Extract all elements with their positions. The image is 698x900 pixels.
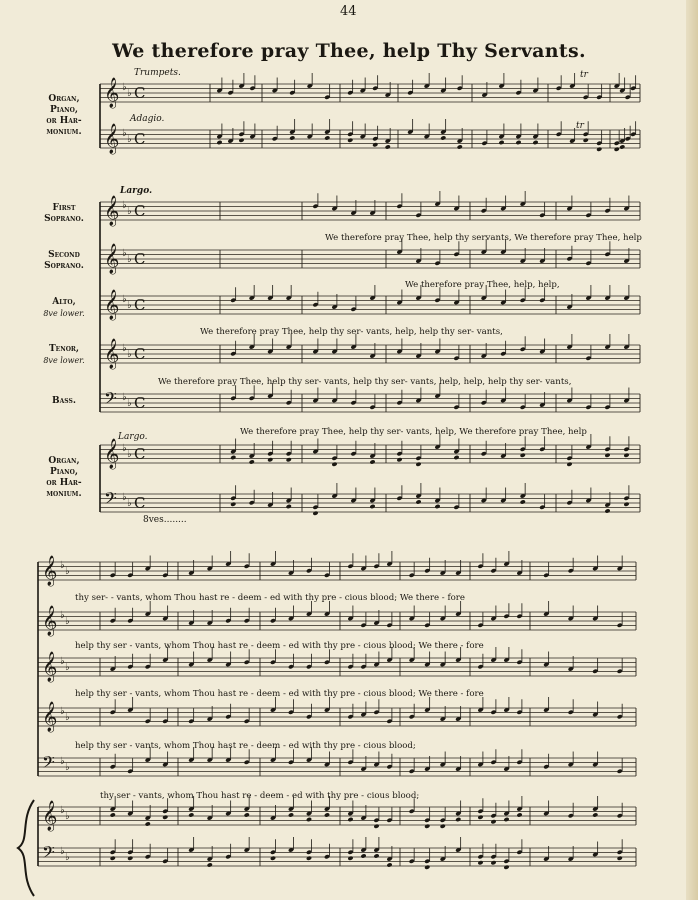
piece-title: We therefore pray Thee, help Thy Servants.: [112, 40, 586, 62]
note: [324, 812, 330, 817]
note: [503, 865, 509, 870]
note: [617, 856, 623, 861]
note: [515, 140, 521, 145]
common-time-icon: C: [134, 130, 146, 148]
note: [230, 455, 236, 460]
note: [386, 862, 392, 867]
note: [440, 135, 446, 140]
note: [520, 499, 526, 504]
note: [347, 817, 353, 822]
flat-icon: ♭: [122, 128, 127, 139]
common-time-icon: C: [134, 394, 146, 412]
flat-icon: ♭: [127, 254, 132, 265]
flat-icon: ♭: [65, 616, 70, 627]
flat-icon: ♭: [65, 811, 70, 822]
note: [145, 821, 151, 826]
note: [498, 140, 504, 145]
note: [503, 817, 509, 822]
note: [244, 812, 250, 817]
marking-adagio: Adagio.: [130, 114, 165, 124]
note: [286, 457, 292, 462]
note: [566, 462, 572, 467]
note: [188, 812, 194, 817]
note: [583, 138, 589, 143]
note: [306, 856, 312, 861]
note: [110, 812, 116, 817]
treble-clef-icon: 𝄞: [42, 556, 58, 586]
flat-icon: ♭: [60, 846, 65, 857]
flat-icon: ♭: [127, 498, 132, 509]
lyrics-bass-sys3: thy ser - vants, whom Thou hast re - deem - ed with thy pre - cious blood;: [100, 791, 420, 801]
note: [289, 135, 295, 140]
treble-clef-icon: 𝄞: [104, 339, 120, 369]
note: [424, 824, 430, 829]
common-time-icon: C: [134, 202, 146, 220]
note: [238, 138, 244, 143]
marking-largo: Largo.: [120, 186, 153, 196]
note: [623, 453, 629, 458]
note: [453, 455, 459, 460]
flat-icon: ♭: [60, 805, 65, 816]
treble-clef-icon: 𝄞: [104, 78, 120, 108]
note: [286, 504, 292, 509]
label-alto-sub: 8ve lower.: [43, 309, 85, 318]
flat-icon: ♭: [122, 82, 127, 93]
flat-icon: ♭: [122, 294, 127, 305]
marking-8ves: 8ves........: [143, 515, 187, 525]
flat-icon: ♭: [60, 656, 65, 667]
note: [162, 815, 168, 820]
note: [360, 853, 366, 858]
flat-icon: ♭: [65, 662, 70, 673]
treble-clef-icon: 𝄞: [104, 290, 120, 320]
treble-clef-icon: 𝄞: [104, 244, 120, 274]
flat-icon: ♭: [127, 349, 132, 360]
flat-icon: ♭: [122, 200, 127, 211]
lyrics-s1-sys3: thy ser- - vants, whom Thou hast re - deem - ed with thy pre - cious blood; We there - fore: [75, 593, 465, 603]
flat-icon: ♭: [127, 398, 132, 409]
note: [614, 147, 620, 152]
note: [516, 812, 522, 817]
common-time-icon: C: [134, 345, 146, 363]
flat-icon: ♭: [65, 852, 70, 863]
treble-clef-icon: 𝄞: [42, 702, 58, 732]
flat-icon: ♭: [127, 134, 132, 145]
treble-clef-icon: 𝄞: [104, 196, 120, 226]
marking-trill-1: tr: [580, 70, 588, 80]
note: [396, 457, 402, 462]
flat-icon: ♭: [65, 566, 70, 577]
lyrics-bass-sys2: We therefore pray Thee, help thy ser- vants, help, We therefore pray Thee, help: [240, 427, 587, 437]
note: [347, 138, 353, 143]
label-first-soprano: First Soprano.: [44, 203, 84, 224]
note: [372, 142, 378, 147]
common-time-icon: C: [134, 445, 146, 463]
note: [520, 453, 526, 458]
note: [110, 856, 116, 861]
common-time-icon: C: [134, 250, 146, 268]
note: [592, 812, 598, 817]
note: [623, 502, 629, 507]
flat-icon: ♭: [122, 492, 127, 503]
note: [249, 459, 255, 464]
note: [477, 860, 483, 865]
note: [424, 865, 430, 870]
label-tenor-text: Tenor,: [48, 344, 80, 354]
note: [490, 860, 496, 865]
note: [331, 462, 337, 467]
lyrics-alto-sys3: help thy ser - vants, whom Thou hast re - deem - ed with thy pre - cious blood; We there - fore: [75, 689, 484, 699]
label-tenor-sub: 8ve lower.: [43, 356, 85, 365]
note: [324, 135, 330, 140]
treble-clef-icon: 𝄞: [42, 606, 58, 636]
bass-clef-icon: 𝄢: [42, 752, 55, 776]
marking-trumpets: Trumpets.: [134, 68, 181, 78]
note: [596, 147, 602, 152]
note: [230, 502, 236, 507]
common-time-icon: C: [134, 494, 146, 512]
brace-icon: [18, 800, 34, 896]
note: [267, 457, 273, 462]
treble-clef-icon: 𝄞: [42, 652, 58, 682]
note: [373, 824, 379, 829]
flat-icon: ♭: [60, 610, 65, 621]
lyrics-s2-sys2: We therefore pray Thee, help, help,: [405, 280, 560, 290]
page-number: 44: [340, 4, 357, 19]
note: [619, 144, 625, 149]
note: [415, 462, 421, 467]
note: [440, 824, 446, 829]
note: [369, 504, 375, 509]
flat-icon: ♭: [122, 248, 127, 259]
flat-icon: ♭: [127, 88, 132, 99]
note: [207, 862, 213, 867]
common-time-icon: C: [134, 84, 146, 102]
treble-clef-icon: 𝄞: [104, 124, 120, 154]
label-alto-text: Alto,: [52, 297, 76, 307]
flat-icon: ♭: [65, 762, 70, 773]
flat-icon: ♭: [122, 343, 127, 354]
note: [347, 856, 353, 861]
note: [490, 819, 496, 824]
bass-clef-icon: 𝄢: [104, 388, 117, 412]
note: [270, 856, 276, 861]
bass-clef-icon: 𝄢: [42, 842, 55, 866]
note: [312, 511, 318, 516]
common-time-icon: C: [134, 296, 146, 314]
note: [457, 144, 463, 149]
flat-icon: ♭: [127, 300, 132, 311]
lyrics-tenor-sys3: help thy ser - vants, whom Thou hast re - deem - ed with thy pre - cious blood;: [75, 741, 416, 751]
flat-icon: ♭: [60, 706, 65, 717]
note: [434, 504, 440, 509]
lyrics-s1-sys2: We therefore pray Thee, help thy servants, We therefore pray Thee, help: [325, 233, 642, 243]
note: [216, 140, 222, 145]
treble-clef-icon: 𝄞: [104, 439, 120, 469]
marking-largo-organ: Largo.: [118, 432, 148, 442]
note: [288, 812, 294, 817]
bass-clef-icon: 𝄢: [104, 488, 117, 512]
treble-clef-icon: 𝄞: [42, 801, 58, 831]
note: [532, 140, 538, 145]
marking-trill-2: tr: [576, 121, 584, 131]
note: [385, 144, 391, 149]
note: [306, 817, 312, 822]
note: [369, 459, 375, 464]
label-bass: Bass.: [52, 396, 76, 406]
flat-icon: ♭: [60, 756, 65, 767]
note: [604, 508, 610, 513]
lyrics-alto-sys2: We therefore pray Thee, help thy ser- vants, help, help thy ser- vants,: [200, 327, 503, 337]
flat-icon: ♭: [122, 392, 127, 403]
label-organ-bottom: Organ, Piano, or Har- monium.: [46, 456, 82, 499]
flat-icon: ♭: [127, 449, 132, 460]
note: [373, 853, 379, 858]
lyrics-tenor-sys2: We therefore pray Thee, help thy ser- vants, help thy ser- vants, help, help, help thy ser- vants,: [158, 377, 572, 387]
note: [127, 856, 133, 861]
note: [455, 817, 461, 822]
note: [415, 499, 421, 504]
flat-icon: ♭: [122, 443, 127, 454]
lyrics-s2-sys3: help thy ser - vants, whom Thou hast re - deem - ed with thy pre - cious blood; We there - fore: [75, 641, 484, 651]
note: [604, 453, 610, 458]
note: [477, 815, 483, 820]
label-organ-top: Organ, Piano, or Har- monium.: [46, 94, 82, 137]
flat-icon: ♭: [60, 560, 65, 571]
flat-icon: ♭: [127, 206, 132, 217]
label-second-soprano: Second Soprano.: [44, 250, 84, 271]
flat-icon: ♭: [65, 712, 70, 723]
